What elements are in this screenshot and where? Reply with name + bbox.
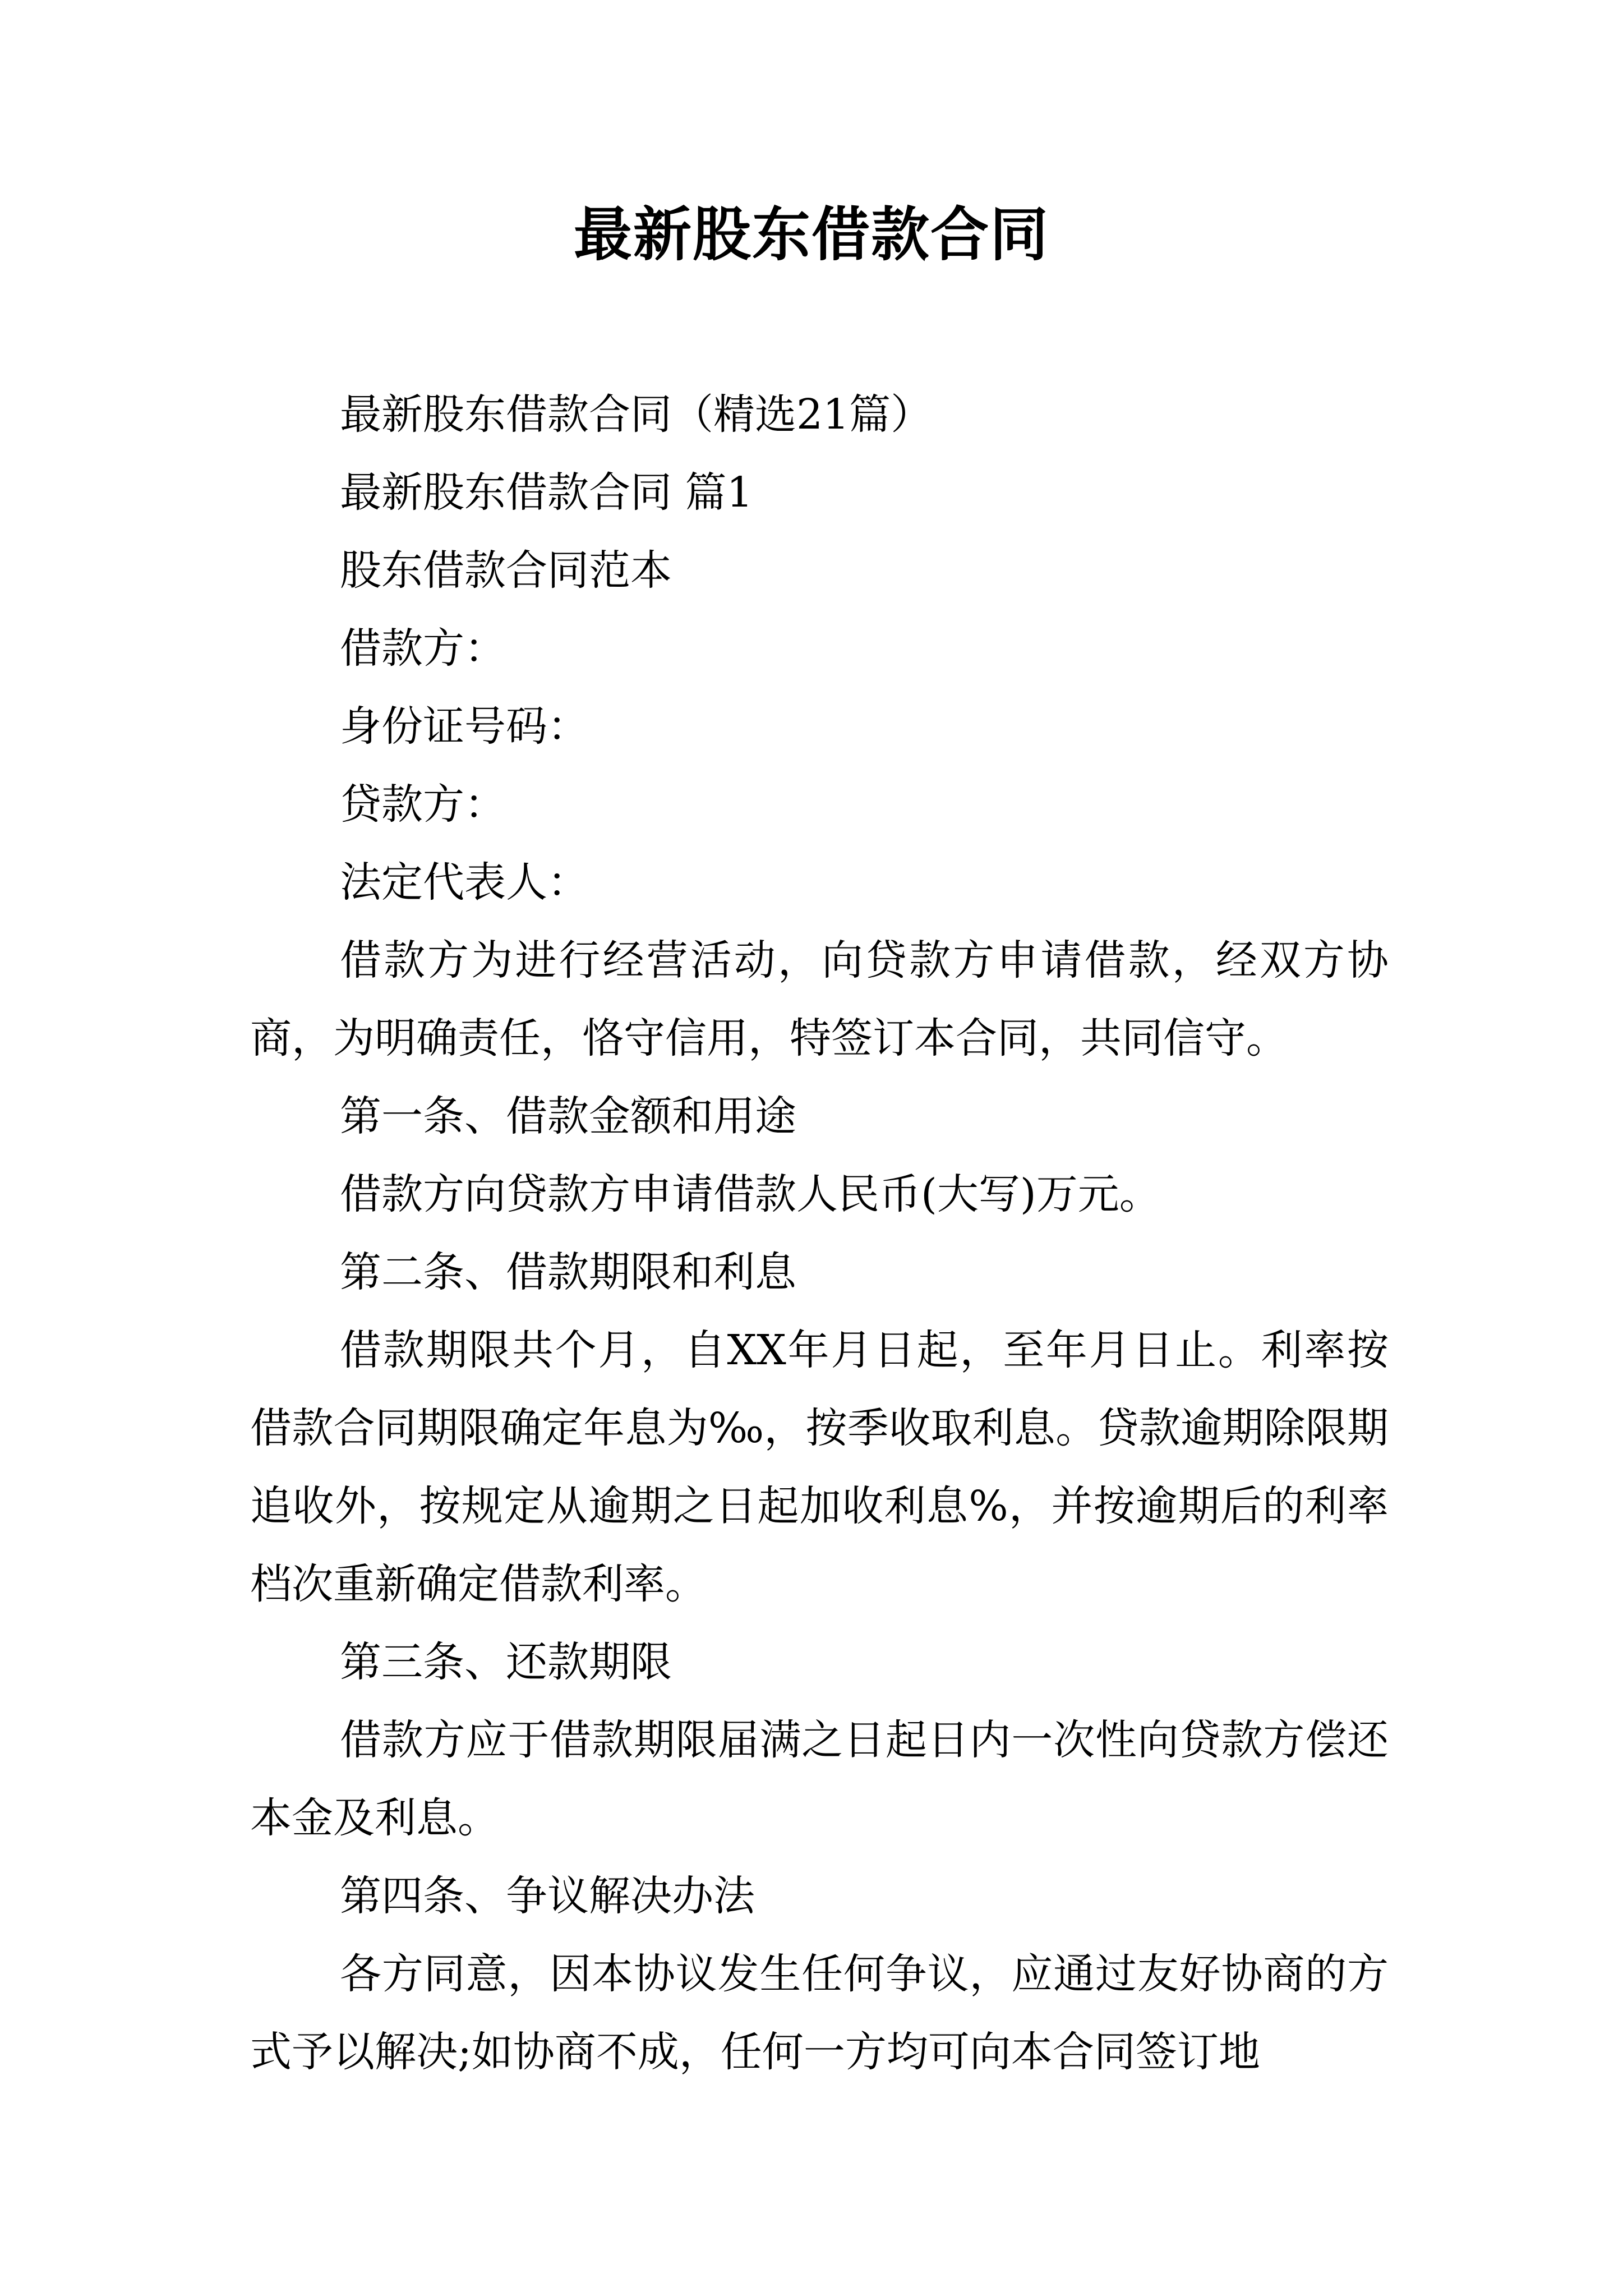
paragraph: 身份证号码： — [340, 702, 589, 751]
section-heading: 第二条、借款期限和利息 — [340, 1248, 796, 1296]
paragraph: 借款方： — [340, 624, 506, 673]
paragraph: 借款方向贷款方申请借款人民币(大写)万元。 — [340, 1170, 1161, 1218]
paragraph: 股东借款合同范本 — [340, 546, 672, 595]
section-heading: 第一条、借款金额和用途 — [340, 1092, 796, 1140]
section-heading: 第四条、争议解决办法 — [340, 1872, 755, 1920]
paragraph: 最新股东借款合同（精选21篇） — [340, 390, 933, 439]
paragraph: 法定代表人： — [340, 858, 589, 907]
document-body — [250, 376, 1389, 2091]
paragraph: 借款方为进行经营活动，向贷款方申请借款，经双方协商，为明确责任，恪守信用，特签订本合同，共同信守。 — [250, 936, 1389, 1062]
paragraph: 借款方应于借款期限届满之日起日内一次性向贷款方偿还本金及利息。 — [250, 1716, 1389, 1842]
document-title: 最新股东借款合同 — [573, 200, 1049, 269]
paragraph: 借款期限共个月，自XX年月日起，至年月日止。利率按借款合同期限确定年息为‰，按季收取利息。贷款逾期除限期追收外，按规定从逾期之日起加收利息%，并按逾期后的利率档次重新确定借款利率。 — [250, 1326, 1389, 1608]
paragraph: 贷款方： — [340, 780, 506, 829]
section-heading: 第三条、还款期限 — [340, 1638, 672, 1686]
paragraph: 最新股东借款合同 篇1 — [340, 468, 753, 517]
paragraph: 各方同意，因本协议发生任何争议，应通过友好协商的方式予以解决;如协商不成，任何一方均可向本合同签订地 — [250, 1950, 1389, 2076]
